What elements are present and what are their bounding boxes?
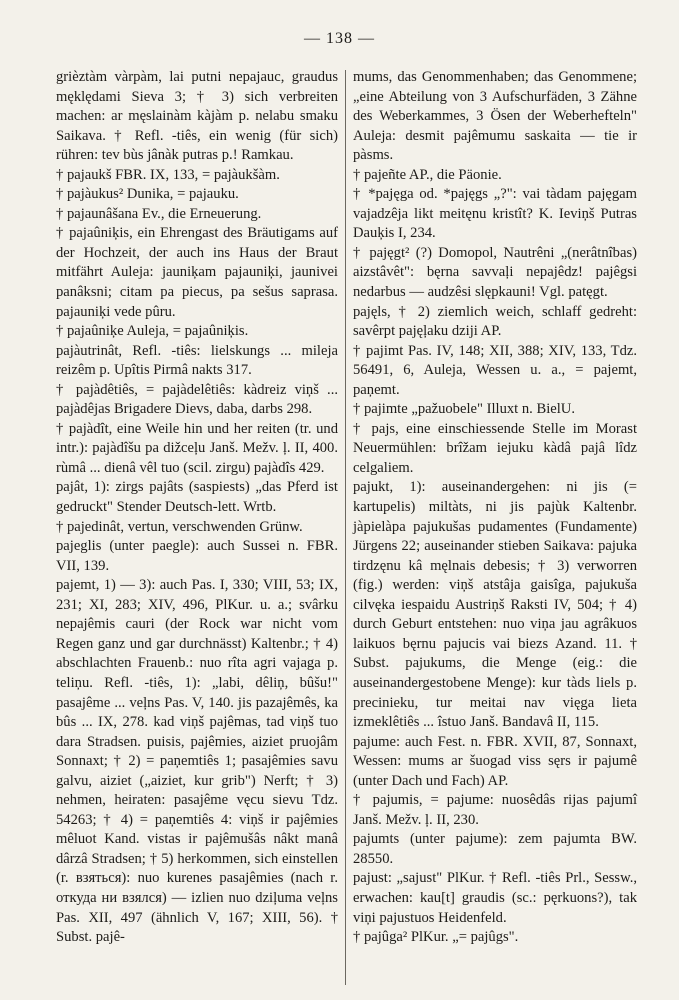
dictionary-entry: † pajaukš FBR. IX, 133, = pajàukšàm. [56, 166, 280, 183]
dictionary-entry: † pajęgt² (?) Domopol, Nautrêni „(nerâtnîbas) aizstâvêt": bęrna savvaļi nepajêdz! pajêgsi nedarbus — audzêsi slępkauni! Vgl. patęgt. [353, 244, 637, 301]
dictionary-entry: † pajeñte AP., die Päonie. [353, 166, 502, 183]
dictionary-entry: pajust: „sajust" PlKur. † Refl. -tiês Prl., Sessw., erwachen: kau[t] graudis (sc.: pęrkuons?), tak viņi pajustuos Heidenfeld. [353, 870, 637, 926]
page-number: — 138 — [304, 30, 375, 47]
dictionary-entry: † *pajęga od. *pajęgs „?": vai tàdam pajęgam vajadzêja likt meitęnu kristît? K. Ieviņš Putras Dauķis I, 234. [353, 186, 637, 242]
dictionary-entry: pajumts (unter pajume): zem pajumta BW. 28550. [353, 831, 637, 867]
left-column [56, 68, 338, 948]
dictionary-entry: pajęls, † 2) ziemlich weich, schlaff gedreht: savêrpt pajęļaku dziji AP. [353, 303, 637, 340]
dictionary-entry: pajukt, 1): auseinandergehen: ni jis (= kartupelis) miltàts, ni jis pajùk Kaltenbr. jàpielàpa pajukušas pudamentes (Fundamente) Jürgens 22; auseinander stieben Saikava: pajuka tirdzęnu kâ męlnais debesis; † 3) verworren (fig.) werden: viņš atstâja gaisîga, pajukuša cilvęka iespaidu Austriņš Raksti IV, 504; † 4) durch Geburt entstehen: nuo viņa jau agrâkuos laikuos bęrnu pajucis vai biezs Azand. 11. † Subst. pajukums, die Menge (eig.: die auseinandergestobene Menge): kur tàds liels p. precinieku, tur meitai nav vięga lieta izmeklêtiês ... îstuo Janš. Bandavâ II, 115. [353, 479, 637, 731]
dictionary-entry: pajemt, 1) — 3): auch Pas. I, 330; VIII, 53; IX, 231; XI, 283; XIV, 496, PlKur. u. a.; svârku nepajêmis cauri (der Rock war nicht vom Regen ganz und gar durchnässt) Kaltenbr.; † 4) abschlachten Frauenb.: nuo rîta agri vajaga p. teliņu. Refl. -tiês, 1): „labi, dêliņ, bûšu!" pasajême ... veļns Pas. V, 140. jis pazajêmês, ka bûs ... IX, 278. kad viņš pajêmas, tad viņš tuo dara Stradsen. puisis, pajêmies, aiziet pruojâm Sonnaxt; † 2) = paņemtiês 1; pasajêmies savu galvu, aiziet („aiziet, kur grib") Nerft; † 3) nehmen, heiraten: pasajême vęcu sievu Tdz. 54263; † 4) = paņemtiês 4: viņš ir pajêmies mêluot Kand. vistas ir pajêmušâs nâkt manâ dârzâ Stradsen; † 5) herkommen, sich einstellen (r. взяться): nuo kurenes pasajêmies (nach r. откуда ни взялся) — izlien nuo dziļuma veļns Pas. XII, 497 (ähnlich V, 167; XIII, 56). † Subst. pajê- [56, 577, 338, 946]
dictionary-entry: † pajaunâšana Ev., die Erneuerung. [56, 205, 262, 222]
dictionary-entry: † pajaûniķis, ein Ehrengast des Bräutigams auf der Hochzeit, der auch ins Haus der Braut mitfährt Auleja: jauniķam pajauniķi, jaunivei panâksni; citam pa piecus, pa sešus saprasa. pajauniķi vede pûru. [56, 225, 338, 320]
dictionary-entry: † pajumis, = pajume: nuosêdâs rijas pajumî Janš. Mežv. ļ. II, 230. [353, 792, 637, 828]
column-divider [345, 70, 346, 985]
dictionary-entry: † pajàukus² Dunika, = pajauku. [56, 186, 239, 203]
dictionary-entry: † pajûga² PlKur. „= pajûgs". [353, 929, 519, 946]
dictionary-entry: † pajimt Pas. IV, 148; XII, 388; XIV, 133, Tdz. 56491, 6, Auleja, Wessen u. a., = pajemt, paņemt. [353, 342, 637, 398]
dictionary-entry: † pajedinât, vertun, verschwenden Grünw. [56, 518, 303, 535]
dictionary-entry: pajume: auch Fest. n. FBR. XVII, 87, Sonnaxt, Wessen: mums ar šuogad viss sęrs ir pajumê (unter Dach und Fach) AP. [353, 733, 637, 789]
dictionary-entry: † pajàdît, eine Weile hin und her reiten (tr. und intr.): pajàdîšu pa dižceļu Janš. Mežv. ļ. II, 400. rùmâ ... dienâ vêl tuo (scil. zirgu) pajàdîs 429. [56, 420, 338, 476]
right-column [353, 68, 637, 948]
dictionary-entry: † pajàdêtiês, = pajàdelêtiês: kàdreiz viņš ... pajàdêjas Brigadere Dievs, daba, darbs 298. [56, 381, 338, 418]
dictionary-entry: pajàutrinât, Refl. -tiês: lielskungs ... mileja reizêm p. Upîtis Pirmâ nakts 317. [56, 342, 338, 379]
dictionary-entry: mums, das Genommenhaben; das Genommene; „eine Abteilung von 3 Aufschurfäden, 3 Zähne des Weberkammes, 3 Ösen der Weberhefteln" Auleja: desmit pajêmumu saskaita — tie ir pàsms. [353, 69, 637, 164]
dictionary-entry: † pajaûniķe Auleja, = pajaûniķis. [56, 323, 249, 340]
dictionary-entry: grièztàm vàrpàm, lai putni nepajauc, graudus męklędami Sieva 3; † 3) sich verbreiten machen: ar męslainàm kàjàm p. nelabu smaku Saikava. † Refl. -tiês, ein wenig (für sich) rühren: tev bùs jânàk putras p.! Ramkau. [56, 69, 338, 164]
dictionary-entry: † pajs, eine einschiessende Stelle im Morast Neuermühlen: brîžam iejuku kàdâ pajâ lîdz celgaliem. [353, 420, 637, 476]
dictionary-entry: pajât, 1): zirgs pajâts (saspiests) „das Pferd ist gedruckt" Stender Deutsch-lett. Wrtb. [56, 479, 338, 516]
dictionary-entry: † pajimte „pažuobele" Illuxt n. BielU. [353, 401, 575, 418]
dictionary-entry: pajeglis (unter paegle): auch Sussei n. FBR. VII, 139. [56, 538, 338, 574]
